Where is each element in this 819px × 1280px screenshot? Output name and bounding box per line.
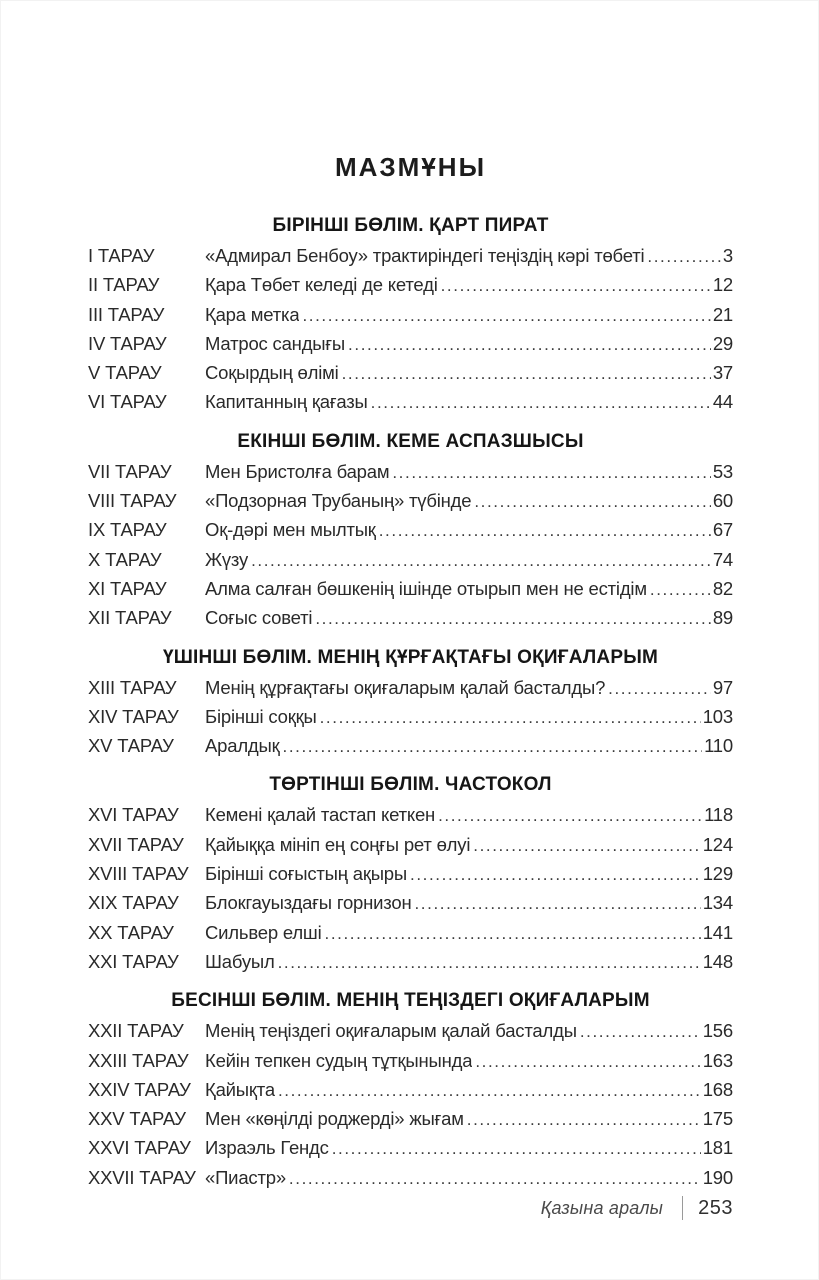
toc-entry	[88, 948, 733, 977]
entry-title: Шабуыл	[205, 950, 275, 972]
toc-entry	[88, 889, 733, 918]
dot-leader	[315, 604, 711, 633]
entry-chapter-label: XXIV ТАРАУ	[88, 1078, 191, 1100]
dot-leader	[348, 330, 711, 359]
toc-entry	[88, 801, 733, 830]
section-rows	[88, 674, 733, 762]
dot-leader	[278, 1076, 701, 1105]
entry-title: Қайықта	[205, 1078, 275, 1100]
toc-sections	[88, 214, 733, 1193]
page-footer	[541, 1196, 733, 1220]
entry-title: «Пиастр»	[205, 1166, 286, 1188]
entry-page-number: 181	[702, 1137, 733, 1159]
entry-page-number: 12	[712, 274, 733, 296]
entry-page-number: 29	[712, 332, 733, 354]
entry-page-number: 103	[702, 705, 733, 727]
entry-title: Мен Бристолға барам	[205, 460, 390, 482]
entry-title: Қайыққа мініп ең соңғы рет өлуі	[205, 833, 471, 855]
entry-chapter-label: VIII ТАРАУ	[88, 490, 177, 512]
entry-chapter-label: XVII ТАРАУ	[88, 833, 184, 855]
section-heading: ЕКІНШІ БӨЛІМ. КЕМЕ АСПАЗШЫСЫ	[237, 430, 584, 452]
entry-page-number: 175	[702, 1108, 733, 1130]
entry-chapter-label: I ТАРАУ	[88, 245, 155, 266]
entry-title: Аралдық	[205, 735, 280, 757]
entry-title: Соқырдың өлімі	[205, 362, 339, 384]
entry-chapter-label: XIV ТАРАУ	[88, 705, 179, 727]
dot-leader	[410, 860, 701, 889]
dot-leader	[251, 546, 711, 575]
toc-entry	[88, 1017, 733, 1046]
entry-page-number: 168	[702, 1078, 733, 1100]
toc-entry	[88, 1134, 733, 1163]
toc-content	[88, 0, 733, 1193]
entry-page-number: 118	[704, 804, 733, 826]
entry-chapter-label: IV ТАРАУ	[88, 332, 167, 354]
dot-leader	[441, 271, 711, 300]
section-heading: ҮШІНШІ БӨЛІМ. МЕНІҢ ҚҰРҒАҚТАҒЫ ОҚИҒАЛАРЫМ	[162, 646, 659, 668]
entry-page-number: 60	[712, 490, 733, 512]
toc-entry	[88, 831, 733, 860]
dot-leader	[379, 516, 711, 545]
toc-entry	[88, 860, 733, 889]
entry-title: Соғыс советі	[205, 607, 313, 629]
section-heading: БІРІНШІ БӨЛІМ. ҚАРТ ПИРАТ	[272, 215, 549, 236]
section-heading: БЕСІНШІ БӨЛІМ. МЕНІҢ ТЕҢІЗДЕГІ ОҚИҒАЛАРЫМ	[171, 990, 650, 1012]
toc-section	[88, 773, 733, 977]
dot-leader	[473, 831, 700, 860]
entry-chapter-label: V ТАРАУ	[88, 362, 162, 384]
entry-chapter-label: IX ТАРАУ	[88, 519, 167, 541]
toc-entry	[88, 301, 733, 330]
toc-entry	[88, 458, 733, 487]
entry-page-number: 74	[712, 548, 733, 570]
entry-title: Менің теңіздегі оқиғаларым қалай басталды	[205, 1020, 577, 1042]
entry-title: Мен «көңілді роджерді» жығам	[205, 1108, 464, 1130]
entry-title: Қара Төбет келеді де кетеді	[205, 274, 438, 296]
section-heading: ТӨРТІНШІ БӨЛІМ. ЧАСТОКОЛ	[269, 774, 552, 796]
entry-title: Кейін тепкен судың тұтқынында	[205, 1049, 473, 1071]
dot-leader	[475, 1047, 700, 1076]
dot-leader	[474, 487, 710, 516]
entry-chapter-label: XXV ТАРАУ	[88, 1108, 186, 1130]
dot-leader	[332, 1134, 701, 1163]
entry-title: Бірінші соғыстың ақыры	[205, 863, 407, 885]
entry-chapter-label: XIX ТАРАУ	[88, 892, 179, 914]
toc-entry	[88, 1164, 733, 1193]
toc-section	[88, 989, 733, 1193]
entry-page-number: 148	[702, 950, 733, 972]
entry-chapter-label: XXIII ТАРАУ	[88, 1049, 189, 1071]
entry-title: Сильвер елші	[205, 921, 322, 943]
toc-entry	[88, 1105, 733, 1134]
entry-chapter-label: XVIII ТАРАУ	[88, 863, 189, 885]
dot-leader	[283, 732, 703, 761]
entry-title: «Адмирал Бенбоу» трактиріндегі теңіздің кәрі төбеті	[205, 245, 645, 266]
toc-entry	[88, 516, 733, 545]
dot-leader	[647, 242, 721, 271]
toc-section	[88, 430, 733, 634]
toc-section	[88, 214, 733, 418]
entry-chapter-label: XIII ТАРАУ	[88, 676, 177, 698]
entry-page-number: 124	[702, 833, 733, 855]
entry-title: Матрос сандығы	[205, 332, 346, 354]
entry-chapter-label: II ТАРАУ	[88, 274, 160, 296]
toc-entry	[88, 604, 733, 633]
entry-page-number: 141	[702, 921, 733, 943]
section-rows	[88, 1017, 733, 1193]
entry-page-number: 67	[712, 519, 733, 541]
entry-title: Блокгауыздағы горнизон	[205, 892, 412, 914]
entry-chapter-label: XV ТАРАУ	[88, 735, 174, 757]
toc-entry	[88, 703, 733, 732]
entry-page-number: 37	[712, 362, 733, 384]
entry-chapter-label: XII ТАРАУ	[88, 607, 172, 629]
entry-title: Бірінші соққы	[205, 705, 317, 727]
dot-leader	[342, 359, 711, 388]
footer-book-title: Қазына аралы	[540, 1197, 664, 1218]
entry-title: Қара метка	[205, 303, 300, 325]
toc-entry	[88, 546, 733, 575]
toc-entry	[88, 575, 733, 604]
toc-entry	[88, 487, 733, 516]
entry-page-number: 110	[704, 735, 733, 757]
dot-leader	[392, 458, 710, 487]
toc-entry	[88, 919, 733, 948]
entry-chapter-label: XX ТАРАУ	[88, 921, 174, 943]
section-rows	[88, 801, 733, 977]
entry-chapter-label: VII ТАРАУ	[88, 460, 172, 482]
entry-chapter-label: XI ТАРАУ	[88, 577, 167, 599]
entry-page-number: 163	[702, 1049, 733, 1071]
dot-leader	[580, 1017, 701, 1046]
entry-page-number: 82	[712, 577, 733, 599]
entry-title: Кемені қалай тастап кеткен	[205, 804, 436, 826]
page-title: МАЗМҰНЫ	[334, 152, 487, 182]
entry-chapter-label: III ТАРАУ	[88, 303, 165, 325]
dot-leader	[438, 801, 702, 830]
entry-chapter-label: X ТАРАУ	[88, 548, 162, 570]
section-rows	[88, 242, 733, 418]
entry-page-number: 44	[712, 391, 733, 413]
entry-title: Капитанның қағазы	[205, 391, 368, 413]
entry-page-number: 129	[702, 863, 733, 885]
entry-page-number: 21	[712, 303, 733, 325]
dot-leader	[320, 703, 701, 732]
toc-entry	[88, 1047, 733, 1076]
entry-page-number: 97	[712, 676, 733, 698]
dot-leader	[371, 388, 711, 417]
section-rows	[88, 458, 733, 634]
entry-title: Жүзу	[205, 548, 249, 570]
footer-page-number: 253	[698, 1196, 733, 1219]
toc-entry	[88, 330, 733, 359]
toc-entry	[88, 359, 733, 388]
entry-page-number: 3	[722, 245, 733, 266]
footer-divider	[682, 1196, 683, 1220]
dot-leader	[325, 919, 701, 948]
dot-leader	[289, 1164, 701, 1193]
entry-chapter-label: VI ТАРАУ	[88, 391, 167, 413]
toc-entry	[88, 271, 733, 300]
dot-leader	[302, 301, 710, 330]
dot-leader	[650, 575, 711, 604]
toc-entry	[88, 242, 733, 271]
toc-entry	[88, 1076, 733, 1105]
toc-entry	[88, 732, 733, 761]
dot-leader	[467, 1105, 701, 1134]
entry-page-number: 190	[702, 1166, 733, 1188]
entry-title: Израэль Гендс	[205, 1137, 329, 1159]
entry-chapter-label: XXVII ТАРАУ	[88, 1166, 196, 1188]
toc-section	[88, 646, 733, 762]
entry-title: Алма салған бөшкенің ішінде отырып мен не естідім	[205, 577, 647, 599]
toc-entry	[88, 674, 733, 703]
entry-page-number: 156	[702, 1020, 733, 1042]
dot-leader	[278, 948, 701, 977]
entry-chapter-label: XXI ТАРАУ	[88, 950, 179, 972]
dot-leader	[608, 674, 711, 703]
entry-page-number: 134	[702, 892, 733, 914]
entry-chapter-label: XXVI ТАРАУ	[88, 1137, 191, 1159]
toc-entry	[88, 388, 733, 417]
entry-page-number: 53	[712, 460, 733, 482]
entry-title: Менің құрғақтағы оқиғаларым қалай басталды?	[205, 676, 606, 698]
entry-page-number: 89	[712, 607, 733, 629]
entry-title: Оқ-дәрі мен мылтық	[205, 519, 376, 541]
entry-chapter-label: XXII ТАРАУ	[88, 1020, 184, 1042]
entry-chapter-label: XVI ТАРАУ	[88, 804, 179, 826]
entry-title: «Подзорная Трубаның» түбінде	[205, 490, 472, 512]
dot-leader	[414, 889, 700, 918]
